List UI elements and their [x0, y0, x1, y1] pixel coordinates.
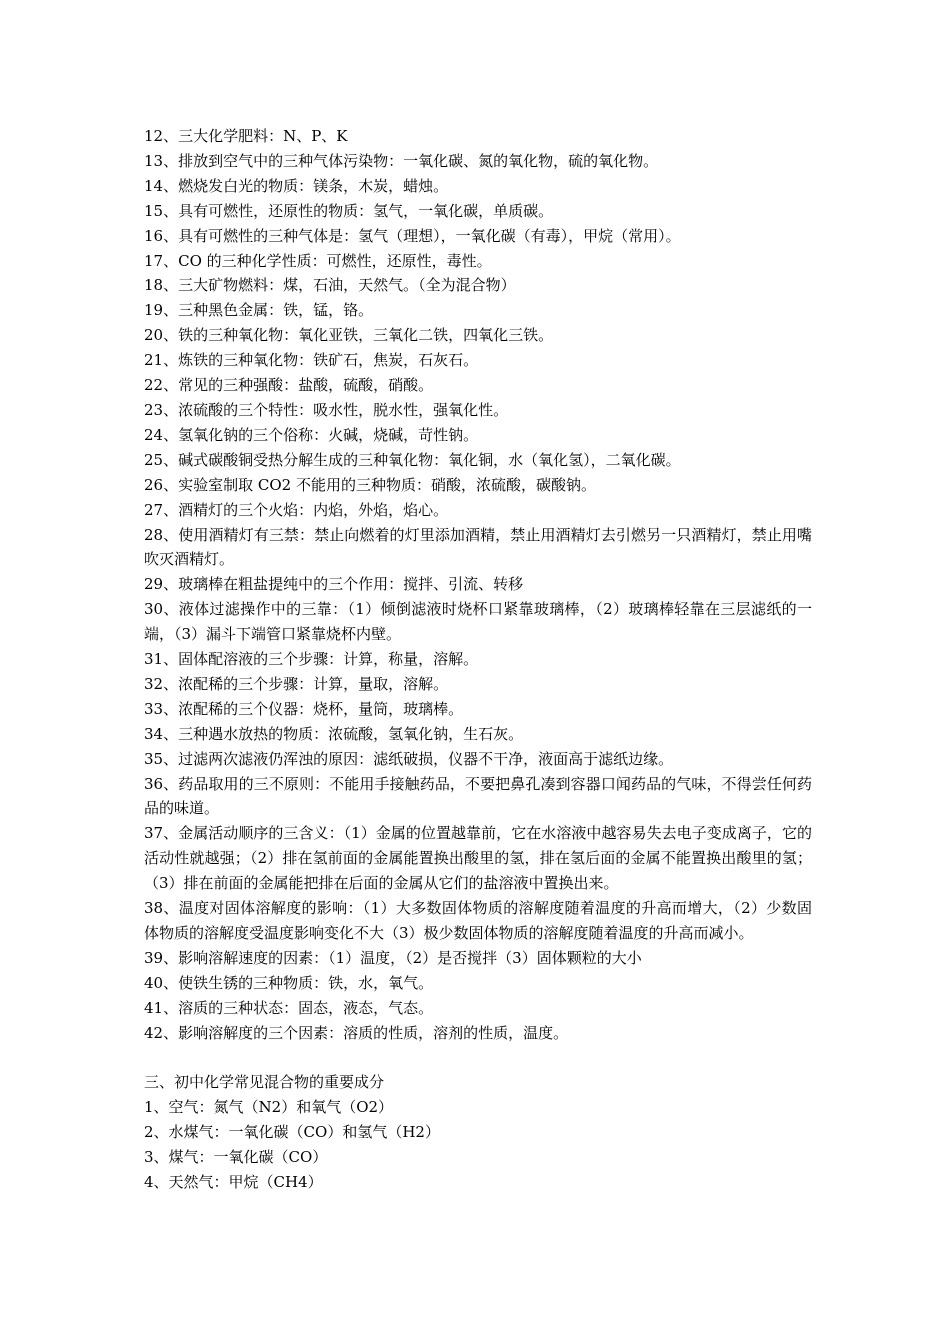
list-item: 21、炼铁的三种氧化物：铁矿石，焦炭，石灰石。 — [144, 351, 479, 370]
list-item: 42、影响溶解度的三个因素：溶质的性质，溶剂的性质，温度。 — [144, 1023, 569, 1042]
list-item: 25、碱式碳酸铜受热分解生成的三种氧化物：氧化铜，水（氧化氢），二氧化碳。 — [144, 450, 681, 469]
list-item: 41、溶质的三种状态：固态，液态，气态。 — [144, 998, 434, 1017]
list-item: 14、燃烧发白光的物质：镁条，木炭，蜡烛。 — [144, 176, 449, 195]
list-item: 27、酒精灯的三个火焰：内焰，外焰，焰心。 — [144, 500, 449, 519]
list-item: 31、固体配溶液的三个步骤：计算，称量，溶解。 — [144, 650, 479, 669]
list-item: 23、浓硫酸的三个特性：吸水性，脱水性，强氧化性。 — [144, 400, 509, 419]
list-item: 37、金属活动顺序的三含义：（1）金属的位置越靠前，它在水溶液中越容易失去电子变成离子，它的活动性就越强；（2）排在氢前面的金属能置换出酸里的氢，排在氢后面的金属不能置换出酸里的氢；（3）排在前面的金属能把排在后面的金属从它们的盐溶液中置换出来。 — [144, 824, 812, 893]
document-body — [144, 124, 812, 1195]
section-heading: 三、初中化学常见混合物的重要成分 — [144, 1073, 385, 1092]
list-item: 40、使铁生锈的三种物质：铁，水，氧气。 — [144, 973, 434, 992]
list-item: 20、铁的三种氧化物：氧化亚铁，三氧化二铁，四氧化三铁。 — [144, 326, 554, 345]
list-item: 3、煤气：一氧化碳（CO） — [144, 1148, 328, 1167]
list-item: 28、使用酒精灯有三禁：禁止向燃着的灯里添加酒精，禁止用酒精灯去引燃另一只酒精灯，禁止用嘴吹灭酒精灯。 — [144, 525, 812, 569]
list-item: 39、影响溶解速度的因素：（1）温度，（2）是否搅拌（3）固体颗粒的大小 — [144, 948, 642, 967]
list-item: 32、浓配稀的三个步骤：计算，量取，溶解。 — [144, 674, 449, 693]
list-item: 34、三种遇水放热的物质：浓硫酸，氢氧化钠，生石灰。 — [144, 724, 524, 743]
list-item: 29、玻璃棒在粗盐提纯中的三个作用：搅拌、引流、转移 — [144, 575, 524, 594]
list-item: 24、氢氧化钠的三个俗称：火碱，烧碱，苛性钠。 — [144, 425, 479, 444]
list-item: 18、三大矿物燃料：煤，石油，天然气。（全为混合物） — [144, 276, 516, 295]
spacer — [144, 1046, 812, 1071]
list-item: 26、实验室制取 CO2 不能用的三种物质：硝酸，浓硫酸，碳酸钠。 — [144, 475, 596, 494]
list-item: 19、三种黑色金属：铁，锰，铬。 — [144, 301, 374, 320]
list-item: 13、排放到空气中的三种气体污染物：一氧化碳、氮的氧化物，硫的氧化物。 — [144, 151, 659, 170]
list-item: 4、天然气：甲烷（CH4） — [144, 1173, 323, 1192]
list-item: 12、三大化学肥料：N、P、K — [144, 127, 348, 145]
list-item: 16、具有可燃性的三种气体是：氢气（理想），一氧化碳（有毒），甲烷（常用）。 — [144, 226, 681, 245]
list-item: 33、浓配稀的三个仪器：烧杯，量筒，玻璃棒。 — [144, 699, 464, 718]
list-item: 35、过滤两次滤液仍浑浊的原因：滤纸破损，仪器不干净，液面高于滤纸边缘。 — [144, 749, 674, 768]
list-item: 17、CO 的三种化学性质：可燃性，还原性，毒性。 — [144, 251, 492, 270]
list-item: 2、水煤气：一氧化碳（CO）和氢气（H2） — [144, 1123, 440, 1142]
list-item: 15、具有可燃性，还原性的物质：氢气，一氧化碳，单质碳。 — [144, 201, 554, 220]
list-item: 1、空气：氮气（N2）和氧气（O2） — [144, 1098, 394, 1117]
list-item: 38、温度对固体溶解度的影响：（1）大多数固体物质的溶解度随着温度的升高而增大，（2）少数固体物质的溶解度受温度影响变化不大（3）极少数固体物质的溶解度随着温度的升高而减小。 — [144, 899, 812, 942]
list-item: 22、常见的三种强酸：盐酸，硫酸，硝酸。 — [144, 376, 434, 395]
list-item: 30、液体过滤操作中的三靠：（1）倾倒滤液时烧杯口紧靠玻璃棒，（2）玻璃棒轻靠在三层滤纸的一端，（3）漏斗下端管口紧靠烧杯内壁。 — [144, 600, 812, 644]
list-item: 36、药品取用的三不原则：不能用手接触药品，不要把鼻孔凑到容器口闻药品的气味，不得尝任何药品的味道。 — [144, 774, 812, 818]
